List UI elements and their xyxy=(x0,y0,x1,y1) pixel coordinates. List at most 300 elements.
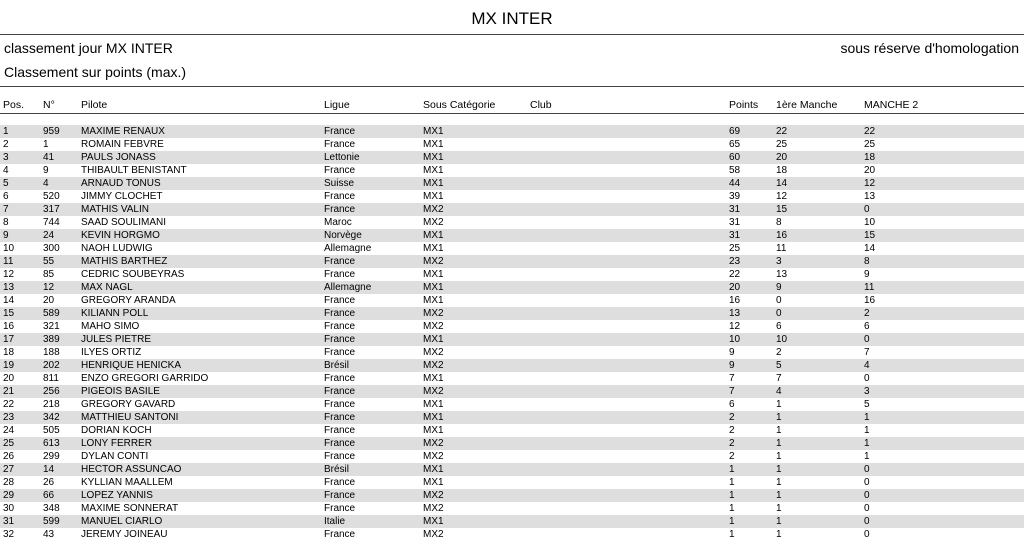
cell-ligue: France xyxy=(324,373,356,384)
cell-pos: 21 xyxy=(3,386,15,397)
table-row xyxy=(0,437,1024,450)
cell-num: 811 xyxy=(43,373,59,384)
cell-categorie: MX2 xyxy=(423,217,444,228)
cell-manche2: 20 xyxy=(864,165,876,176)
cell-ligue: France xyxy=(324,490,356,501)
cell-points: 1 xyxy=(729,503,735,514)
cell-pilote: ROMAIN FEBVRE xyxy=(81,139,164,150)
cell-pos: 28 xyxy=(3,477,15,488)
cell-ligue: France xyxy=(324,308,356,319)
cell-pilote: MATHIS BARTHEZ xyxy=(81,256,168,267)
cell-pos: 25 xyxy=(3,438,15,449)
cell-pilote: CEDRIC SOUBEYRAS xyxy=(81,269,185,280)
cell-num: 348 xyxy=(43,503,60,514)
cell-pos: 23 xyxy=(3,412,15,423)
cell-ligue: Maroc xyxy=(324,217,352,228)
cell-pos: 2 xyxy=(3,139,9,150)
cell-ligue: France xyxy=(324,347,356,358)
cell-ligue: France xyxy=(324,529,356,540)
table-header xyxy=(0,99,1024,113)
cell-manche2: 16 xyxy=(864,295,876,306)
cell-ligue: France xyxy=(324,425,356,436)
cell-manche1: 9 xyxy=(776,282,782,293)
cell-points: 1 xyxy=(729,529,735,540)
cell-manche1: 6 xyxy=(776,321,782,332)
cell-num: 24 xyxy=(43,230,55,241)
cell-categorie: MX1 xyxy=(423,295,444,306)
cell-manche2: 1 xyxy=(864,451,870,462)
cell-points: 31 xyxy=(729,204,741,215)
cell-ligue: Allemagne xyxy=(324,243,372,254)
cell-categorie: MX1 xyxy=(423,334,444,345)
cell-pilote: JIMMY CLOCHET xyxy=(81,191,163,202)
cell-ligue: Lettonie xyxy=(324,152,360,163)
cell-ligue: Brésil xyxy=(324,360,350,371)
cell-ligue: Norvège xyxy=(324,230,362,241)
cell-manche1: 1 xyxy=(776,529,782,540)
cell-manche2: 8 xyxy=(864,256,870,267)
cell-pos: 5 xyxy=(3,178,9,189)
cell-categorie: MX1 xyxy=(423,243,444,254)
cell-manche1: 15 xyxy=(776,204,788,215)
cell-num: 9 xyxy=(43,165,49,176)
cell-num: 43 xyxy=(43,529,55,540)
cell-pilote: GREGORY ARANDA xyxy=(81,295,176,306)
cell-manche1: 1 xyxy=(776,464,782,475)
cell-pos: 26 xyxy=(3,451,15,462)
cell-num: 342 xyxy=(43,412,60,423)
table-row xyxy=(0,424,1024,437)
cell-manche1: 1 xyxy=(776,516,782,527)
cell-pos: 16 xyxy=(3,321,15,332)
table-row xyxy=(0,489,1024,502)
cell-ligue: France xyxy=(324,386,356,397)
cell-pilote: KILIANN POLL xyxy=(81,308,149,319)
table-row xyxy=(0,281,1024,294)
cell-categorie: MX1 xyxy=(423,464,444,475)
cell-points: 1 xyxy=(729,477,735,488)
cell-manche1: 2 xyxy=(776,347,782,358)
cell-ligue: France xyxy=(324,451,356,462)
cell-manche2: 3 xyxy=(864,386,870,397)
cell-manche1: 3 xyxy=(776,256,782,267)
cell-pilote: THIBAULT BENISTANT xyxy=(81,165,187,176)
table-row xyxy=(0,385,1024,398)
cell-ligue: France xyxy=(324,204,356,215)
cell-categorie: MX2 xyxy=(423,438,444,449)
cell-manche1: 12 xyxy=(776,191,788,202)
cell-points: 31 xyxy=(729,217,741,228)
cell-points: 9 xyxy=(729,347,735,358)
cell-num: 959 xyxy=(43,126,60,137)
cell-pos: 32 xyxy=(3,529,15,540)
cell-num: 4 xyxy=(43,178,49,189)
cell-ligue: France xyxy=(324,191,356,202)
cell-manche2: 4 xyxy=(864,360,870,371)
cell-manche2: 0 xyxy=(864,490,870,501)
cell-pos: 19 xyxy=(3,360,15,371)
subtitle-method: Classement sur points (max.) xyxy=(4,64,187,80)
subtitle-homologation: sous réserve d'homologation xyxy=(840,40,1019,56)
cell-categorie: MX2 xyxy=(423,360,444,371)
results-table xyxy=(0,125,1024,541)
cell-num: 41 xyxy=(43,152,55,163)
table-row xyxy=(0,177,1024,190)
cell-manche1: 18 xyxy=(776,165,788,176)
table-row xyxy=(0,333,1024,346)
cell-points: 13 xyxy=(729,308,741,319)
cell-pilote: DYLAN CONTI xyxy=(81,451,149,462)
cell-ligue: France xyxy=(324,165,356,176)
cell-categorie: MX1 xyxy=(423,126,444,137)
cell-pos: 6 xyxy=(3,191,9,202)
cell-num: 20 xyxy=(43,295,55,306)
cell-ligue: France xyxy=(324,477,356,488)
cell-manche2: 0 xyxy=(864,204,870,215)
cell-num: 55 xyxy=(43,256,55,267)
cell-manche2: 0 xyxy=(864,516,870,527)
cell-manche2: 10 xyxy=(864,217,876,228)
cell-pos: 18 xyxy=(3,347,15,358)
cell-manche1: 8 xyxy=(776,217,782,228)
table-row xyxy=(0,502,1024,515)
cell-pilote: KYLLIAN MAALLEM xyxy=(81,477,173,488)
cell-pilote: MAHO SIMO xyxy=(81,321,140,332)
table-row xyxy=(0,229,1024,242)
header-manche1: 1ère Manche xyxy=(776,99,838,111)
table-row xyxy=(0,398,1024,411)
cell-points: 20 xyxy=(729,282,741,293)
cell-num: 256 xyxy=(43,386,60,397)
table-row xyxy=(0,359,1024,372)
cell-pos: 13 xyxy=(3,282,15,293)
cell-manche1: 25 xyxy=(776,139,788,150)
table-row xyxy=(0,528,1024,541)
table-row xyxy=(0,242,1024,255)
table-row xyxy=(0,294,1024,307)
cell-pos: 27 xyxy=(3,464,15,475)
cell-ligue: Suisse xyxy=(324,178,355,189)
cell-manche1: 1 xyxy=(776,451,782,462)
cell-pos: 15 xyxy=(3,308,15,319)
subtitle-ranking: classement jour MX INTER xyxy=(4,40,173,56)
table-row xyxy=(0,372,1024,385)
cell-manche2: 9 xyxy=(864,269,870,280)
cell-pos: 30 xyxy=(3,503,15,514)
cell-ligue: France xyxy=(324,256,356,267)
cell-manche1: 1 xyxy=(776,438,782,449)
cell-manche1: 1 xyxy=(776,490,782,501)
cell-num: 1 xyxy=(43,139,49,150)
cell-points: 65 xyxy=(729,139,741,150)
cell-manche2: 11 xyxy=(864,282,875,293)
cell-ligue: Allemagne xyxy=(324,282,372,293)
cell-pos: 11 xyxy=(3,256,14,267)
cell-ligue: Italie xyxy=(324,516,346,527)
cell-pilote: MANUEL CIARLO xyxy=(81,516,163,527)
cell-manche2: 0 xyxy=(864,464,870,475)
cell-manche1: 1 xyxy=(776,503,782,514)
header-num: N° xyxy=(43,99,55,111)
table-row xyxy=(0,190,1024,203)
cell-points: 1 xyxy=(729,464,735,475)
cell-manche2: 1 xyxy=(864,425,870,436)
table-row xyxy=(0,255,1024,268)
table-row xyxy=(0,411,1024,424)
cell-pos: 24 xyxy=(3,425,15,436)
cell-pilote: MATHIS VALIN xyxy=(81,204,149,215)
cell-manche2: 14 xyxy=(864,243,876,254)
cell-manche2: 0 xyxy=(864,529,870,540)
cell-manche1: 11 xyxy=(776,243,787,254)
cell-points: 22 xyxy=(729,269,741,280)
divider xyxy=(0,86,1024,87)
cell-manche2: 0 xyxy=(864,373,870,384)
cell-pilote: SAAD SOULIMANI xyxy=(81,217,167,228)
cell-manche2: 25 xyxy=(864,139,876,150)
cell-pilote: ENZO GREGORI GARRIDO xyxy=(81,373,209,384)
cell-ligue: France xyxy=(324,412,356,423)
cell-pilote: JULES PIETRE xyxy=(81,334,152,345)
table-row xyxy=(0,268,1024,281)
cell-num: 317 xyxy=(43,204,60,215)
cell-manche1: 1 xyxy=(776,399,782,410)
header-points: Points xyxy=(729,99,759,111)
cell-pilote: MATTHIEU SANTONI xyxy=(81,412,179,423)
cell-manche2: 5 xyxy=(864,399,870,410)
cell-manche2: 2 xyxy=(864,308,870,319)
cell-points: 23 xyxy=(729,256,741,267)
cell-points: 10 xyxy=(729,334,741,345)
header-categorie: Sous Catégorie xyxy=(423,99,496,111)
cell-ligue: France xyxy=(324,139,356,150)
cell-manche1: 20 xyxy=(776,152,788,163)
cell-num: 321 xyxy=(43,321,60,332)
cell-manche1: 14 xyxy=(776,178,788,189)
cell-num: 26 xyxy=(43,477,55,488)
cell-manche1: 4 xyxy=(776,386,782,397)
cell-pos: 8 xyxy=(3,217,9,228)
cell-num: 744 xyxy=(43,217,60,228)
table-row xyxy=(0,476,1024,489)
header-club: Club xyxy=(530,99,552,111)
cell-categorie: MX2 xyxy=(423,256,444,267)
cell-manche1: 10 xyxy=(776,334,788,345)
cell-manche1: 5 xyxy=(776,360,782,371)
cell-points: 2 xyxy=(729,425,735,436)
cell-ligue: Brésil xyxy=(324,464,350,475)
cell-pos: 4 xyxy=(3,165,9,176)
table-row xyxy=(0,203,1024,216)
cell-manche2: 1 xyxy=(864,438,870,449)
cell-categorie: MX1 xyxy=(423,477,444,488)
cell-pilote: NAOH LUDWIG xyxy=(81,243,153,254)
cell-manche1: 7 xyxy=(776,373,782,384)
cell-points: 44 xyxy=(729,178,741,189)
cell-pos: 20 xyxy=(3,373,15,384)
cell-num: 202 xyxy=(43,360,60,371)
cell-points: 39 xyxy=(729,191,741,202)
cell-num: 12 xyxy=(43,282,55,293)
cell-pilote: PAULS JONASS xyxy=(81,152,156,163)
cell-points: 9 xyxy=(729,360,735,371)
cell-pilote: ILYES ORTIZ xyxy=(81,347,142,358)
cell-points: 6 xyxy=(729,399,735,410)
cell-categorie: MX2 xyxy=(423,490,444,501)
cell-categorie: MX1 xyxy=(423,191,444,202)
cell-pilote: HECTOR ASSUNCAO xyxy=(81,464,182,475)
header-ligue: Ligue xyxy=(324,99,350,111)
cell-pos: 7 xyxy=(3,204,9,215)
cell-categorie: MX2 xyxy=(423,386,444,397)
cell-ligue: France xyxy=(324,126,356,137)
cell-points: 16 xyxy=(729,295,741,306)
cell-pilote: MAXIME RENAUX xyxy=(81,126,165,137)
cell-manche1: 1 xyxy=(776,425,782,436)
cell-categorie: MX1 xyxy=(423,230,444,241)
cell-categorie: MX1 xyxy=(423,425,444,436)
cell-manche1: 1 xyxy=(776,477,782,488)
cell-points: 2 xyxy=(729,438,735,449)
cell-pilote: PIGEOIS BASILE xyxy=(81,386,160,397)
cell-categorie: MX2 xyxy=(423,321,444,332)
cell-pilote: MAXIME SONNERAT xyxy=(81,503,179,514)
cell-manche2: 0 xyxy=(864,503,870,514)
cell-pos: 29 xyxy=(3,490,15,501)
cell-pilote: LONY FERRER xyxy=(81,438,152,449)
table-row xyxy=(0,320,1024,333)
header-pilote: Pilote xyxy=(81,99,108,111)
cell-points: 69 xyxy=(729,126,741,137)
divider xyxy=(0,34,1024,35)
cell-points: 1 xyxy=(729,490,735,501)
cell-categorie: MX1 xyxy=(423,412,444,423)
cell-ligue: France xyxy=(324,334,356,345)
table-row xyxy=(0,151,1024,164)
cell-categorie: MX1 xyxy=(423,152,444,163)
cell-pos: 22 xyxy=(3,399,15,410)
cell-points: 58 xyxy=(729,165,741,176)
cell-pilote: KEVIN HORGMO xyxy=(81,230,160,241)
header-pos: Pos. xyxy=(3,99,25,111)
cell-ligue: France xyxy=(324,269,356,280)
table-row xyxy=(0,346,1024,359)
cell-pos: 12 xyxy=(3,269,15,280)
table-row xyxy=(0,450,1024,463)
header-manche2: MANCHE 2 xyxy=(864,99,919,111)
cell-categorie: MX2 xyxy=(423,347,444,358)
cell-num: 66 xyxy=(43,490,55,501)
cell-categorie: MX1 xyxy=(423,269,444,280)
cell-categorie: MX1 xyxy=(423,178,444,189)
table-row xyxy=(0,138,1024,151)
cell-manche2: 15 xyxy=(864,230,876,241)
cell-num: 613 xyxy=(43,438,60,449)
cell-pos: 9 xyxy=(3,230,9,241)
cell-num: 389 xyxy=(43,334,60,345)
cell-manche2: 0 xyxy=(864,477,870,488)
cell-ligue: France xyxy=(324,503,356,514)
cell-num: 589 xyxy=(43,308,60,319)
cell-categorie: MX1 xyxy=(423,139,444,150)
cell-num: 85 xyxy=(43,269,55,280)
cell-points: 31 xyxy=(729,230,741,241)
cell-categorie: MX1 xyxy=(423,516,444,527)
cell-ligue: France xyxy=(324,399,356,410)
cell-manche2: 1 xyxy=(864,412,870,423)
cell-manche2: 6 xyxy=(864,321,870,332)
cell-points: 7 xyxy=(729,386,735,397)
cell-manche1: 0 xyxy=(776,308,782,319)
cell-categorie: MX2 xyxy=(423,529,444,540)
cell-points: 2 xyxy=(729,412,735,423)
cell-categorie: MX2 xyxy=(423,451,444,462)
cell-pos: 10 xyxy=(3,243,15,254)
cell-manche2: 7 xyxy=(864,347,870,358)
table-row xyxy=(0,125,1024,138)
cell-num: 599 xyxy=(43,516,60,527)
cell-pos: 31 xyxy=(3,516,15,527)
cell-pos: 17 xyxy=(3,334,15,345)
cell-ligue: France xyxy=(324,295,356,306)
cell-manche2: 22 xyxy=(864,126,876,137)
cell-ligue: France xyxy=(324,321,356,332)
cell-manche2: 0 xyxy=(864,334,870,345)
table-row xyxy=(0,164,1024,177)
cell-manche1: 0 xyxy=(776,295,782,306)
cell-manche1: 13 xyxy=(776,269,788,280)
cell-manche1: 16 xyxy=(776,230,788,241)
page-title: MX INTER xyxy=(471,9,553,28)
cell-pilote: GREGORY GAVARD xyxy=(81,399,176,410)
table-row xyxy=(0,307,1024,320)
cell-points: 2 xyxy=(729,451,735,462)
cell-ligue: France xyxy=(324,438,356,449)
cell-manche2: 18 xyxy=(864,152,876,163)
cell-manche2: 12 xyxy=(864,178,876,189)
cell-pos: 1 xyxy=(3,126,9,137)
table-row xyxy=(0,463,1024,476)
cell-pilote: DORIAN KOCH xyxy=(81,425,152,436)
cell-categorie: MX1 xyxy=(423,399,444,410)
cell-points: 25 xyxy=(729,243,741,254)
cell-pos: 3 xyxy=(3,152,9,163)
table-row xyxy=(0,216,1024,229)
cell-categorie: MX1 xyxy=(423,165,444,176)
cell-pilote: HENRIQUE HENICKA xyxy=(81,360,182,371)
cell-pilote: JEREMY JOINEAU xyxy=(81,529,168,540)
cell-num: 505 xyxy=(43,425,60,436)
cell-num: 188 xyxy=(43,347,60,358)
cell-categorie: MX1 xyxy=(423,373,444,384)
cell-manche1: 1 xyxy=(776,412,782,423)
cell-num: 300 xyxy=(43,243,60,254)
cell-manche1: 22 xyxy=(776,126,788,137)
cell-categorie: MX1 xyxy=(423,282,444,293)
cell-pilote: MAX NAGL xyxy=(81,282,133,293)
cell-num: 299 xyxy=(43,451,60,462)
cell-manche2: 13 xyxy=(864,191,876,202)
cell-num: 520 xyxy=(43,191,60,202)
cell-points: 1 xyxy=(729,516,735,527)
cell-points: 60 xyxy=(729,152,741,163)
cell-num: 14 xyxy=(43,464,55,475)
table-row xyxy=(0,515,1024,528)
cell-categorie: MX2 xyxy=(423,308,444,319)
cell-points: 7 xyxy=(729,373,735,384)
cell-points: 12 xyxy=(729,321,741,332)
cell-pilote: LOPEZ YANNIS xyxy=(81,490,153,501)
